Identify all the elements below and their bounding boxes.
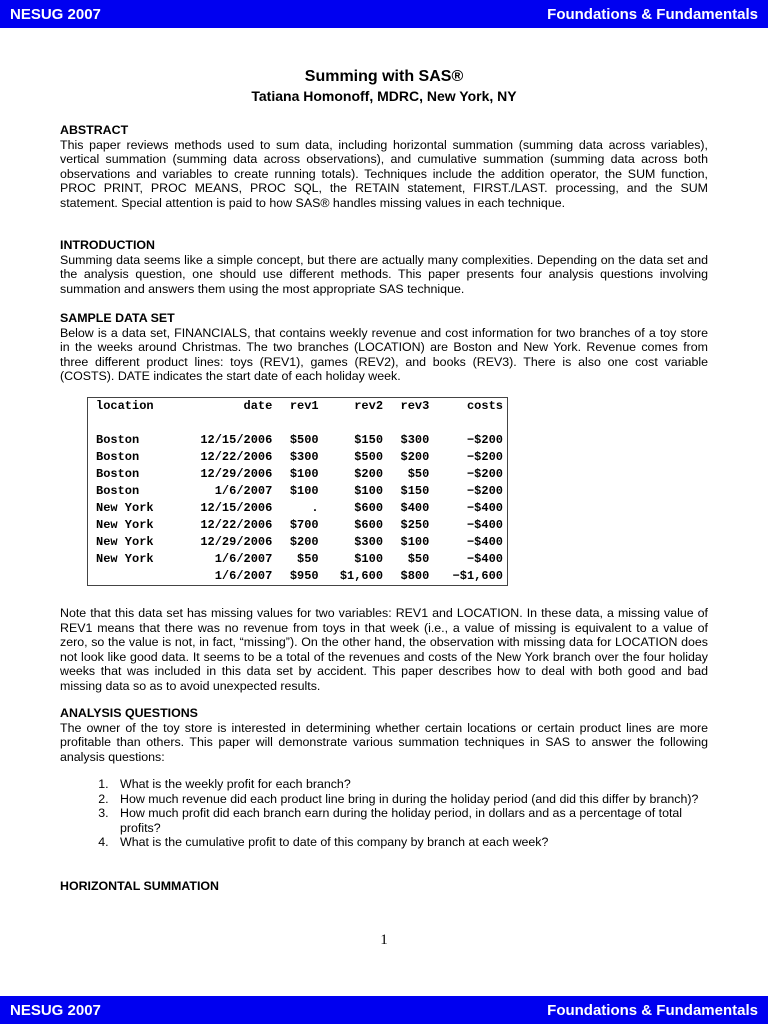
table-cell: −$200 [466,449,503,464]
table-cell: Boston [96,449,140,464]
table-cell [88,568,176,586]
table-row [88,500,508,517]
table-cell: $600 [354,517,384,532]
table-cell: $200 [289,535,319,549]
list-item: 2. How much revenue did each product line bring in during the holiday period (and did this differ by branch)? [112,792,708,807]
analysis-heading: ANALYSIS QUESTIONS [60,706,198,720]
table-cell: $100 [354,552,384,567]
table-cell: −$400 [466,517,503,532]
table-cell: $300 [354,535,384,549]
table-cell: . [311,500,319,515]
analysis-questions-list [60,777,708,850]
table-cell: $100 [289,483,319,498]
section-name: Foundations & Fundamentals [547,1002,758,1019]
introduction-heading: INTRODUCTION [60,238,155,252]
table-cell: $250 [400,517,430,532]
list-item: 4. What is the cumulative profit to date of this company by branch at each week? [112,835,708,850]
horizontal-heading: HORIZONTAL SUMMATION [60,879,219,893]
table-cell: 12/22/2006 [200,517,273,532]
column-header: rev2 [354,399,384,414]
horizontal-section [60,879,708,894]
table-header-row [88,398,508,432]
table-cell: New York [96,535,154,549]
note-text: Note that this data set has missing values for two variables: REV1 and LOCATION. In these data, a missing value of REV1 means that there was no revenue from toys in that week (i.e., a value of missing is equivalent to a value of zero, so the value is not, in fact, “missing”). On the other hand, the observation with missing data for LOCATION does not look like good data. It seems to be a total of the revenues and costs of the New York branch over the four holiday weeks that was included in this data set by accident. This paper describes how to deal with both good and bad missing data so as to avoid unexpected results. [60,606,708,693]
table-cell: −$400 [466,535,503,549]
table-cell: 1/6/2007 [214,569,273,584]
table-cell: New York [96,500,154,515]
table-cell: New York [96,552,154,567]
table-cell: $200 [400,449,430,464]
table-cell: 12/29/2006 [200,466,273,481]
analysis-text: The owner of the toy store is interested in determining whether certain locations or certain product lines are more profitable than others. This paper will demonstrate various summation techniques in SAS to answer the following analysis questions: [60,720,708,764]
table-cell: 12/15/2006 [200,432,273,447]
table-cell: −$1,600 [452,569,503,584]
column-header: costs [466,399,503,414]
table-cell: $500 [354,449,384,464]
table-cell: Boston [96,432,140,447]
abstract-heading: ABSTRACT [60,123,129,137]
table-cell: 1/6/2007 [214,483,273,498]
abstract-text: This paper reviews methods used to sum data, including horizontal summation (summing data across variables), vertical summation (summing data across observations), and cumulative summation (summing data across both observations and variables to create running totals). Techniques include the addition operator, the SUM function, PROC PRINT, PROC MEANS, PROC SQL, the RETAIN statement, FIRST./LAST. processing, and the SUM statement. Special attention is paid to how SAS® handles missing values in each technique. [60,137,708,210]
table-row [88,551,508,568]
sample-section [60,311,708,384]
table-cell: $150 [354,432,384,447]
sample-heading: SAMPLE DATA SET [60,311,175,325]
analysis-section [60,706,708,850]
table-cell: $950 [289,569,319,584]
table-row [88,534,508,551]
table-cell: −$200 [466,432,503,447]
table-cell: $150 [400,483,430,498]
paper-title: Summing with SAS® [304,68,464,85]
table-cell: $500 [289,432,319,447]
financials-table [87,397,508,586]
table-row [88,466,508,483]
table-cell: 12/29/2006 [200,535,273,549]
table-row [88,432,508,449]
table-cell: $200 [354,466,384,481]
table-cell: $100 [400,535,430,549]
page-header-bar [0,0,768,28]
table-cell: $400 [400,500,430,515]
table-cell: −$200 [466,466,503,481]
table-cell: $50 [297,552,319,567]
page-footer-bar [0,996,768,1024]
table-cell: $50 [407,552,430,567]
table-row [88,483,508,500]
section-name: Foundations & Fundamentals [547,6,758,23]
table-row [88,568,508,586]
table-cell: $300 [400,432,430,447]
column-header: date [243,399,273,414]
table-cell: −$400 [466,552,503,567]
table-cell: $600 [354,500,384,515]
table-row [88,517,508,534]
conference-name: NESUG 2007 [10,6,101,23]
table-cell: New York [96,517,154,532]
table-cell: 1/6/2007 [214,552,273,567]
table-cell: 12/22/2006 [200,449,273,464]
table-cell: $800 [400,569,430,584]
table-cell: $1,600 [339,569,384,584]
column-header: location [96,399,154,414]
note-section [60,606,708,693]
table-cell: Boston [96,466,140,481]
table-cell: 12/15/2006 [200,500,273,515]
table-cell: $100 [289,466,319,481]
table-cell: $100 [354,483,384,498]
paper-author: Tatiana Homonoff, MDRC, New York, NY [251,88,517,104]
table-cell: $300 [289,449,319,464]
conference-name: NESUG 2007 [10,1002,101,1019]
table-row [88,449,508,466]
sample-text: Below is a data set, FINANCIALS, that contains weekly revenue and cost information for two branches of a toy store in the weeks around Christmas. The two branches (LOCATION) are Boston and New York. Revenue comes from three different product lines: toys (REV1), games (REV2), and books (REV3). There is also one cost variable (COSTS). DATE indicates the start date of each holiday week. [60,325,708,383]
table-cell: −$400 [466,500,503,515]
list-item: 1. What is the weekly profit for each branch? [112,777,708,792]
page-number: 1 [380,932,388,948]
list-item: 3. How much profit did each branch earn during the holiday period, in dollars and as a percentage of total profits? [112,806,708,835]
introduction-text: Summing data seems like a simple concept, but there are actually many complexities. Depending on the data set and the analysis question, one should use different methods. This paper presents four analysis questions involving summation and answers them using the most appropriate SAS technique. [60,252,708,296]
table-cell: $700 [289,517,319,532]
abstract-section [60,123,708,210]
introduction-section [60,238,708,296]
column-header: rev3 [400,399,430,414]
table-cell: $50 [407,466,430,481]
table-cell: Boston [96,483,140,498]
column-header: rev1 [289,399,319,414]
table-cell: −$200 [466,483,503,498]
